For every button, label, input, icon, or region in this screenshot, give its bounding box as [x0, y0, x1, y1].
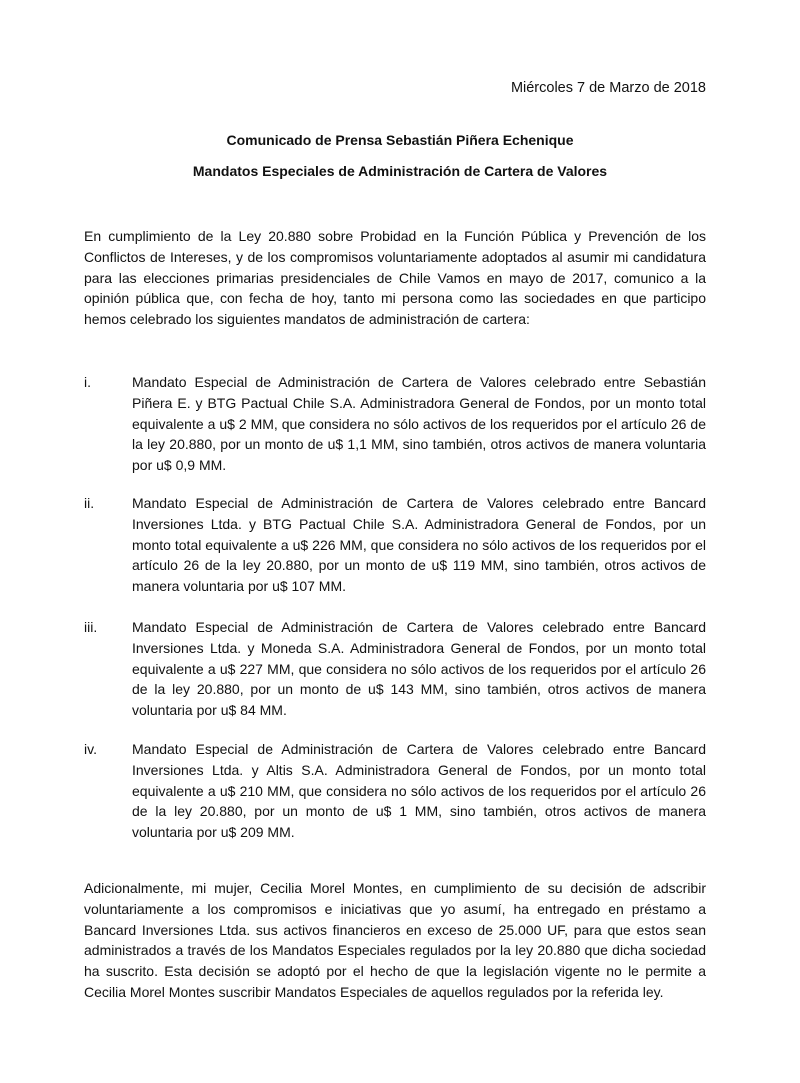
closing-paragraph: Adicionalmente, mi mujer, Cecilia Morel Montes, en cumplimiento de su decisión de adscribir voluntariamente a los compromisos e iniciativas que yo asumí, ha entregado en préstamo a Bancard Inversiones Ltda. sus activos financieros en exceso de 25.000 UF, para que estos sean administrados a través de los Mandatos Especiales regulados por la ley 20.880 que dicha sociedad ha suscrito. Esta decisión se adoptó por el hecho de que la legislación vigente no le permite a Cecilia Morel Montes suscribir Mandatos Especiales de aquellos regulados por la referida ley.: [84, 880, 706, 1000]
list-item-text: Mandato Especial de Administración de Cartera de Valores celebrado entre Bancard Inversiones Ltda. y BTG Pactual Chile S.A. Administradora General de Fondos, por un monto total equivalente a u$ 226 MM, que considera no sólo activos de los requeridos por el artículo 26 de la ley 20.880, por un monto de u$ 119 MM, sino también, otros activos de manera voluntaria por u$ 107 MM.: [132, 495, 706, 595]
list-item-numeral: iii.: [84, 619, 98, 635]
list-item-numeral: i.: [84, 374, 91, 390]
list-item-text: Mandato Especial de Administración de Cartera de Valores celebrado entre Bancard Inversiones Ltda. y Moneda S.A. Administradora General de Fondos, por un monto total equivalente a u$ 227 MM, que considera no sólo activos de los requeridos por el artículo 26 de la ley 20.880, por un monto de u$ 143 MM, sino también, otros activos de manera voluntaria por u$ 84 MM.: [132, 619, 706, 719]
list-item: [84, 372, 706, 476]
list-item-numeral: iv.: [84, 741, 97, 757]
list-item-text: Mandato Especial de Administración de Cartera de Valores celebrado entre Sebastián Piñera E. y BTG Pactual Chile S.A. Administradora General de Fondos, por un monto total equivalente a u$ 2 MM, que considera no sólo activos de los requeridos por el artículo 26 de la ley 20.880, por un monto de u$ 1,1 MM, sino también, otros activos de manera voluntaria por u$ 0,9 MM.: [132, 374, 706, 474]
list-item: [84, 493, 706, 597]
document-title: Comunicado de Prensa Sebastián Piñera Echenique: [226, 132, 574, 148]
list-item-text: Mandato Especial de Administración de Cartera de Valores celebrado entre Bancard Inversiones Ltda. y Altis S.A. Administradora General de Fondos, por un monto total equivalente a u$ 210 MM, que considera no sólo activos de los requeridos por el artículo 26 de la ley 20.880, por un monto de u$ 1 MM, sino también, otros activos de manera voluntaria por u$ 209 MM.: [132, 741, 706, 841]
document-date: Miércoles 7 de Marzo de 2018: [510, 80, 706, 96]
list-item-numeral: ii.: [84, 495, 95, 511]
list-item: [84, 617, 706, 721]
document-subtitle: Mandatos Especiales de Administración de Cartera de Valores: [192, 163, 608, 179]
intro-paragraph: En cumplimiento de la Ley 20.880 sobre Probidad en la Función Pública y Prevención de los Conflictos de Intereses, y de los compromisos voluntariamente adoptados al asumir mi candidatura para las elecciones primarias presidenciales de Chile Vamos en mayo de 2017, comunico a la opinión pública que, con fecha de hoy, tanto mi persona como las sociedades en que participo hemos celebrado los siguientes mandatos de administración de cartera:: [84, 228, 706, 328]
list-item: [84, 739, 706, 843]
